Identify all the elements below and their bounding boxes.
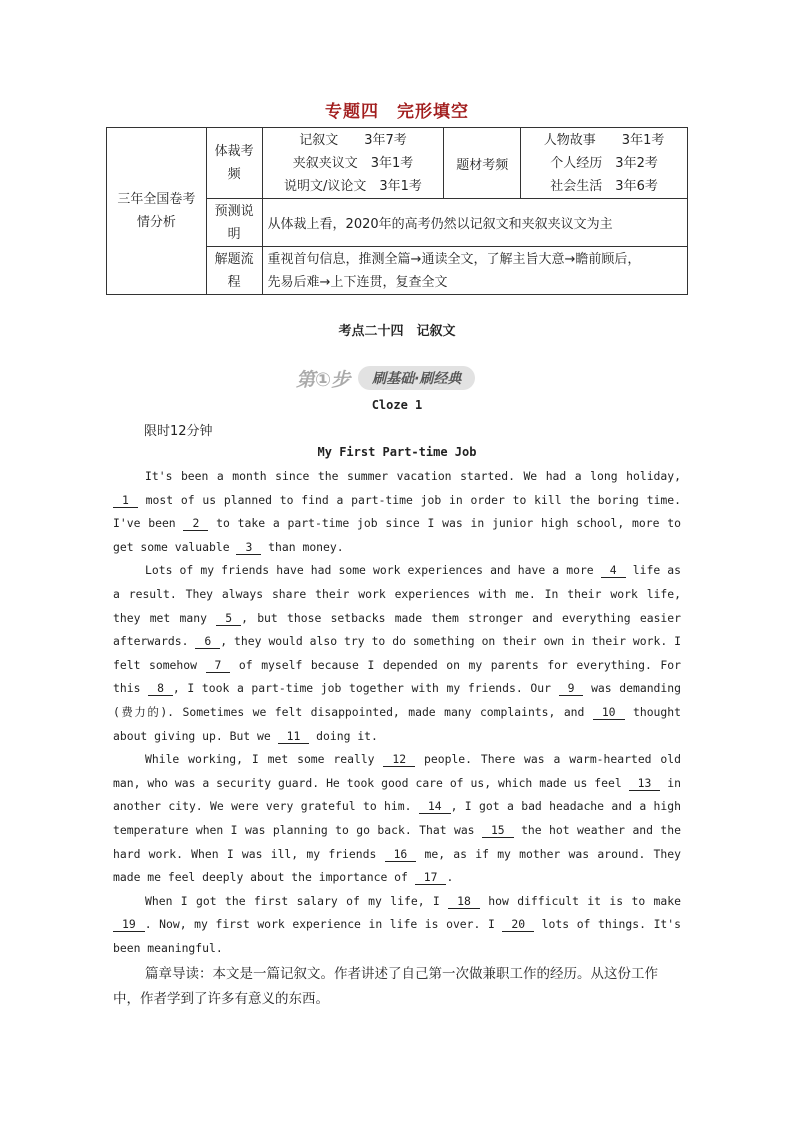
blank-8[interactable]: 8: [148, 682, 173, 696]
blank-18[interactable]: 18: [448, 895, 480, 909]
passage-text: to take a part-time job since I was in junior high school, more to get some valuable: [113, 516, 682, 554]
blank-11[interactable]: 11: [278, 730, 310, 744]
blank-15[interactable]: 15: [482, 824, 514, 838]
blank-5[interactable]: 5: [216, 612, 241, 626]
passage-text: It's been a month since the summer vacation started. We had a long holiday,: [145, 469, 681, 483]
topic-label-cell: 题材考频: [444, 128, 521, 199]
blank-20[interactable]: 20: [502, 918, 534, 932]
blank-16[interactable]: 16: [385, 848, 417, 862]
blank-13[interactable]: 13: [629, 777, 661, 791]
time-limit: 限时12分钟: [144, 424, 213, 439]
passage-text: was demanding (费力的). Sometimes we felt disappointed, made many complaints, and: [113, 681, 681, 719]
passage: [113, 465, 681, 960]
paragraph: [113, 748, 681, 890]
passage-text: lots of things. It's been meaningful.: [113, 917, 682, 955]
blank-7[interactable]: 7: [206, 659, 231, 673]
process-text-line: 先易后难→上下连贯，复查全文: [267, 274, 448, 290]
row-label-line: 三年全国卷考: [117, 192, 196, 207]
predict-label-line: 预测说: [214, 203, 254, 219]
passage-text: in another city. We were very grateful to him.: [113, 775, 681, 814]
process-label-cell: [206, 247, 262, 295]
row-label-line: 情分析: [136, 215, 176, 230]
passage-text: life as a result. They always share their work experiences with me. In their work life, they met many: [113, 563, 681, 625]
blank-4[interactable]: 4: [601, 564, 626, 578]
genre-item: 记叙文 3年7考: [299, 132, 407, 148]
page-title: 专题四 完形填空: [325, 102, 469, 122]
genre-label-line: 频: [227, 167, 241, 182]
process-label-line: 程: [227, 274, 241, 290]
passage-text: than money.: [261, 539, 344, 554]
passage-text: most of us planned to find a part-time job in order to kill the boring time. I've been: [113, 492, 681, 531]
passage-text: , I got a bad headache and a high temperature when I was planning to go back. That was: [113, 799, 681, 837]
passage-text: , but those setbacks made them stronger and everything easier afterwards.: [113, 610, 681, 649]
passage-text: Lots of my friends have had some work experiences and have a more: [145, 563, 601, 578]
passage-text: thought about giving up. But we: [113, 704, 681, 743]
cloze-label: Cloze 1: [371, 398, 423, 412]
passage-text: me, as if my mother was around. They made me feel deeply about the importance of: [113, 846, 681, 885]
passage-text: While working, I met some really: [145, 752, 384, 767]
genre-label-line: 体裁考: [214, 144, 254, 159]
predict-label-cell: [206, 199, 262, 247]
passage-text: . Now, my first work experience in life is over. I: [144, 917, 503, 932]
process-text-cell: [262, 247, 687, 295]
step-number: 第①步: [296, 368, 351, 391]
predict-text: 从体裁上看，2020年的高考仍然以记叙文和夹叙夹议文为主: [262, 199, 687, 247]
step-banner: [296, 366, 475, 390]
topic-item: 人物故事 3年1考: [543, 132, 665, 148]
blank-1[interactable]: 1: [113, 494, 138, 508]
passage-text: When I got the first salary of my life, I: [145, 893, 449, 908]
passage-guide: 篇章导读：本文是一篇记叙文。作者讲述了自己第一次做兼职工作的经历。从这份工作中，作者学到了许多有意义的东西。: [113, 966, 658, 1007]
passage-text: the hot weather and the hard work. When I was ill, my friends: [113, 822, 681, 861]
predict-label-line: 明: [227, 226, 241, 242]
blank-6[interactable]: 6: [195, 635, 220, 649]
blank-19[interactable]: 19: [113, 918, 145, 932]
blank-9[interactable]: 9: [559, 682, 584, 696]
passage-text: , they would also try to do something on their own in their work. I felt somehow: [113, 634, 682, 672]
genre-label-cell: [206, 128, 262, 199]
blank-14[interactable]: 14: [419, 800, 451, 814]
topic-item: 个人经历 3年2考: [550, 155, 658, 171]
paragraph: [113, 890, 681, 961]
blank-2[interactable]: 2: [183, 517, 208, 531]
process-text-line: 重视首句信息，推测全篇→通读全文，了解主旨大意→瞻前顾后，: [267, 251, 641, 267]
topic-items-cell: [521, 128, 688, 199]
story-title: My First Part-time Job: [317, 445, 477, 459]
passage-text: how difficult it is to make: [479, 893, 681, 908]
blank-10[interactable]: 10: [593, 706, 625, 720]
blank-3[interactable]: 3: [236, 541, 261, 555]
paragraph: [113, 465, 681, 559]
exam-analysis-table: [106, 127, 688, 295]
step-label: 刷基础·刷经典: [358, 366, 475, 390]
passage-text: people. There was a warm-hearted old man, who was a security guard. He took good care of us, which made us feel: [113, 752, 681, 790]
genre-item: 说明文/议论文 3年1考: [283, 178, 422, 194]
genre-item: 夹叙夹议文 3年1考: [292, 155, 414, 171]
section-title: 考点二十四 记叙文: [338, 324, 456, 339]
topic-item: 社会生活 3年6考: [550, 178, 658, 194]
blank-17[interactable]: 17: [415, 871, 447, 885]
passage-text: of myself because I depended on my parents for everything. For this: [113, 657, 681, 696]
passage-text: .: [446, 870, 454, 885]
passage-text: , I took a part-time job together with my friends. Our: [172, 681, 559, 696]
blank-12[interactable]: 12: [383, 753, 415, 767]
row-label-cell: [107, 128, 207, 295]
genre-items-cell: [262, 128, 444, 199]
passage-text: doing it.: [309, 728, 378, 743]
paragraph: [113, 559, 681, 748]
process-label-line: 解题流: [214, 251, 254, 267]
